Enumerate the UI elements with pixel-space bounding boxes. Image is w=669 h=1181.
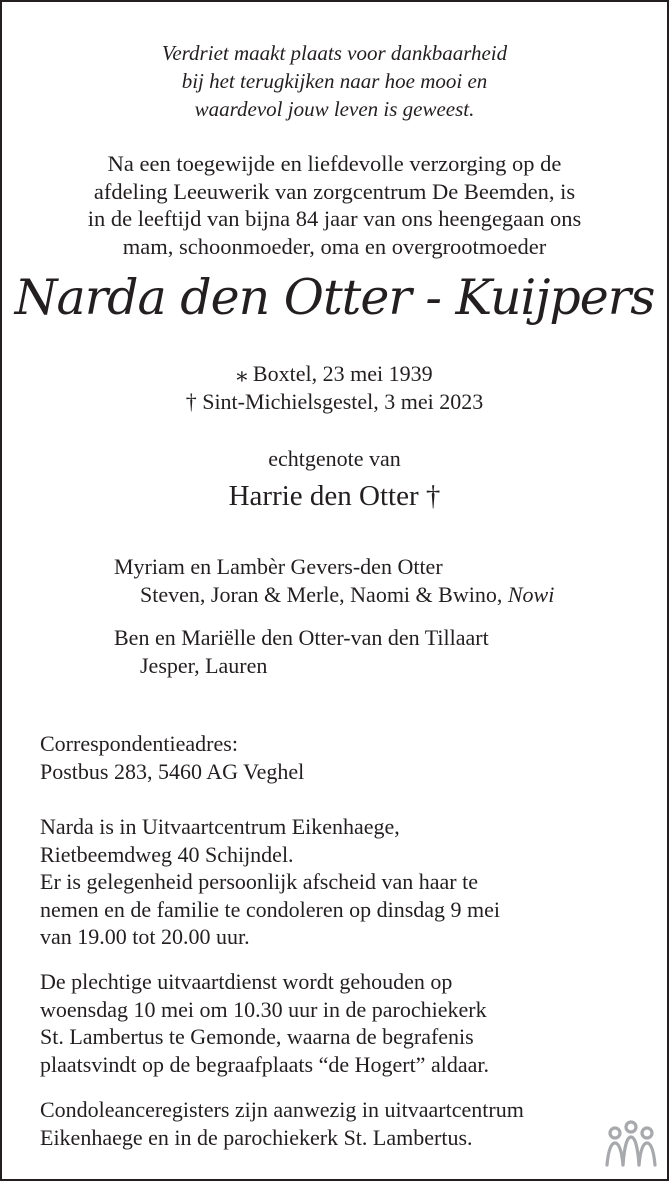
text-line: Narda is in Uitvaartcentrum Eikenhaege, [40, 814, 400, 839]
text-line: Er is gelegenheid persoonlijk afscheid van haar te [40, 869, 479, 894]
text-line: Postbus 283, 5460 AG Veghel [40, 758, 305, 784]
spouse-label: echtgenote van [268, 446, 401, 471]
text-line: St. Lambertus te Gemonde, waarna de begrafenis [40, 1024, 474, 1049]
poem-line: bij het terugkijken naar hoe mooi en [181, 69, 488, 93]
poem-line: waardevol jouw leven is geweest. [194, 97, 475, 121]
text-line: van 19.00 tot 20.00 uur. [40, 924, 250, 949]
death-date: † Sint-Michielsgestel, 3 mei 2023 [185, 388, 484, 414]
correspondence-address [40, 730, 657, 785]
family-children: Jesper, Lauren [140, 653, 268, 678]
intro-line: afdeling Leeuwerik van zorgcentrum De Beemden, is [93, 178, 576, 204]
birth-date: ⁎ Boxtel, 23 mei 1939 [236, 361, 433, 386]
family-parents: Ben en Mariëlle den Otter-van den Tillaart [114, 625, 489, 650]
text-line: woensdag 10 mei om 10.30 uur in de parochiekerk [40, 996, 487, 1022]
poem [2, 39, 667, 123]
service-info [40, 968, 657, 1078]
text-line: Condoleanceregisters zijn aanwezig in uitvaartcentrum [40, 1097, 524, 1122]
text-line: plaatsvindt op de begraafplaats “de Hogert” aldaar. [40, 1051, 489, 1077]
family-parents: Myriam en Lambèr Gevers-den Otter [114, 554, 443, 579]
spouse-name: Harrie den Otter † [228, 480, 441, 512]
poem-line: Verdriet maakt plaats voor dankbaarheid [161, 41, 508, 65]
registers-info [40, 1096, 657, 1151]
dates [2, 360, 667, 415]
text-line: nemen en de familie te condoleren op dinsdag 9 mei [40, 896, 501, 922]
family-group [114, 624, 667, 680]
intro-line: in de leeftijd van bijna 84 jaar van ons heengegaan ons [87, 206, 582, 231]
intro-line: mam, schoonmoeder, oma en overgrootmoeder [122, 233, 547, 259]
text-line: Rietbeemdweg 40 Schijndel. [40, 841, 294, 867]
intro-line: Na een toegewijde en liefdevolle verzorging op de [107, 151, 562, 176]
deceased-name: Narda den Otter - Kuijpers [14, 269, 655, 326]
people-group-icon [605, 1119, 657, 1167]
children-names: Steven, Joran & Merle, Naomi & Bwino, [140, 582, 508, 607]
great-grandchild: Nowi [507, 582, 555, 607]
text-line: Eikenhaege en in de parochiekerk St. Lambertus. [40, 1124, 473, 1150]
viewing-info [40, 813, 657, 951]
text-line: Correspondentieadres: [40, 731, 238, 756]
intro-text [2, 150, 667, 260]
family-children [114, 581, 667, 609]
family-group [114, 553, 667, 609]
text-line: De plechtige uitvaartdienst wordt gehouden op [40, 969, 453, 994]
